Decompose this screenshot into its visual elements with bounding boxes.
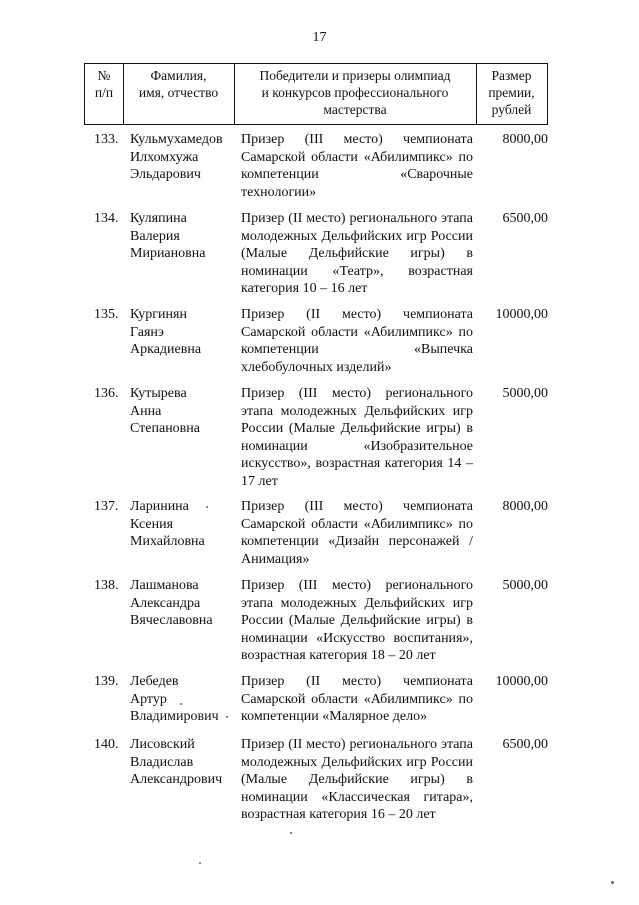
row-num: 133.	[94, 132, 119, 147]
row-first-name: Илхомхужа	[130, 149, 199, 165]
row-prize: 5000,00	[502, 386, 548, 401]
row-patronymic: Владимирович	[130, 709, 219, 725]
row-prize: 10000,00	[495, 307, 548, 322]
row-surname: Ларинина	[130, 499, 189, 514]
row-num: 138.	[94, 578, 119, 593]
row-num: 140.	[94, 737, 119, 752]
row-first-name: Артур	[130, 691, 167, 707]
row-name	[130, 131, 242, 184]
row-prize: 8000,00	[502, 132, 548, 147]
row-description: Призер (II место) регионального этапа молодежных Дельфийских игр России (Малые Дельфийские игры) в номинации «Театр», возрастная категория 10 – 16 лет	[241, 211, 473, 297]
row-prize: 8000,00	[502, 499, 548, 514]
row-surname: Лебедев	[130, 674, 179, 689]
row-num: 137.	[94, 499, 119, 514]
table-header-num	[84, 63, 124, 125]
row-surname: Кутырева	[130, 386, 187, 401]
scan-speck	[290, 832, 292, 834]
table-header-prize	[476, 63, 548, 125]
row-num: 136.	[94, 386, 119, 401]
page-number: 17	[312, 30, 327, 45]
row-surname: Кургинян	[130, 307, 187, 322]
scan-speck	[611, 881, 614, 884]
row-description: Призер (II место) регионального этапа молодежных Дельфийских игр России (Малые Дельфийские игры) в номинации «Классическая гитара», возрастная категория 16 – 20 лет	[241, 737, 473, 823]
row-surname: Лашманова	[130, 578, 199, 593]
row-num: 134.	[94, 211, 119, 226]
table-header-description	[234, 63, 477, 125]
row-surname: Кульмухамедов	[130, 132, 223, 147]
row-patronymic: Александрович	[130, 772, 223, 788]
row-name	[130, 498, 242, 551]
row-first-name: Владислав	[130, 754, 194, 770]
row-patronymic: Мириановна	[130, 246, 206, 262]
row-name	[130, 306, 242, 359]
header-num-label: № п/п	[94, 68, 114, 100]
row-description: Призер (III место) регионального этапа молодежных Дельфийских игр России (Малые Дельфийские игры) в номинации «Изобразительное искусство», возрастная категория 14 – 17 лет	[241, 386, 473, 489]
row-name	[130, 673, 242, 726]
row-name	[130, 736, 242, 789]
row-name	[130, 210, 242, 263]
scan-speck	[226, 716, 228, 718]
header-prize-label: Размер премии, рублей	[488, 68, 535, 117]
row-description: Призер (II место) чемпионата Самарской области «Абилимпикс» по компетенции «Малярное дело»	[241, 674, 473, 725]
scan-speck	[180, 703, 182, 705]
table-header-name	[123, 63, 235, 125]
row-first-name: Анна	[130, 403, 162, 419]
row-first-name: Александра	[130, 595, 201, 611]
row-prize: 5000,00	[502, 578, 548, 593]
row-num: 139.	[94, 674, 119, 689]
row-first-name: Гаянэ	[130, 324, 164, 340]
header-name-label: Фамилия, имя, отчество	[138, 68, 219, 100]
row-patronymic: Михайловна	[130, 534, 205, 550]
row-num: 135.	[94, 307, 119, 322]
row-first-name: Валерия	[130, 228, 180, 244]
row-prize: 6500,00	[502, 737, 548, 752]
row-surname: Куляпина	[130, 211, 187, 226]
row-prize: 6500,00	[502, 211, 548, 226]
scan-speck	[199, 862, 201, 864]
row-description: Призер (III место) регионального этапа молодежных Дельфийских игр России (Малые Дельфийские игры) в номинации «Искусство воспитания», возрастная категория 18 – 20 лет	[241, 578, 473, 664]
row-description: Призер (III место) чемпионата Самарской области «Абилимпикс» по компетенции «Сварочные технологии»	[241, 132, 473, 200]
row-patronymic: Вячеславовна	[130, 613, 213, 629]
row-patronymic: Эльдарович	[130, 167, 201, 183]
row-name	[130, 385, 242, 438]
row-surname: Лисовский	[130, 737, 195, 752]
scan-speck	[206, 506, 208, 508]
row-patronymic: Степановна	[130, 421, 200, 437]
row-patronymic: Аркадиевна	[130, 342, 202, 358]
row-prize: 10000,00	[495, 674, 548, 689]
row-name	[130, 577, 242, 630]
header-description-label: Победители и призеры олимпиад и конкурсов профессионального мастерства	[259, 68, 451, 117]
row-description: Призер (II место) чемпионата Самарской области «Абилимпикс» по компетенции «Выпечка хлебобулочных изделий»	[241, 307, 473, 375]
row-description: Призер (III место) чемпионата Самарской области «Абилимпикс» по компетенции «Дизайн персонажей / Анимация»	[241, 499, 473, 567]
row-first-name: Ксения	[130, 516, 174, 532]
